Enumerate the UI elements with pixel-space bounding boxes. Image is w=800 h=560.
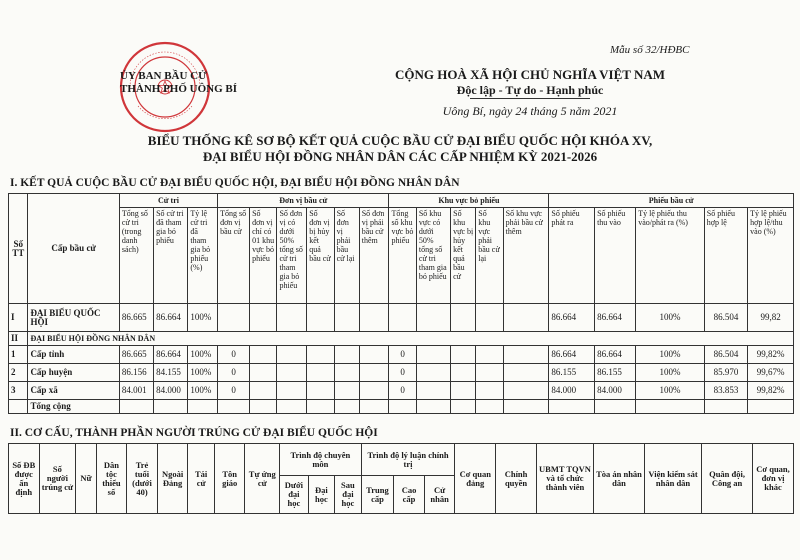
col-header: Số đơn vị phải bầu cử thêm <box>359 208 389 304</box>
cell-rate: 100% <box>188 364 218 382</box>
org-city: THÀNH PHỐ UÔNG BÍ <box>120 83 238 95</box>
col-header: Ngoài Đảng <box>157 444 188 514</box>
areas-group-header: Khu vực bỏ phiếu <box>389 194 549 208</box>
cell-units: 0 <box>218 346 250 364</box>
col-header: Trẻ tuổi (dưới 40) <box>127 444 158 514</box>
col-header: Tổng số đơn vị bầu cử <box>218 208 250 304</box>
table-row <box>9 346 794 364</box>
cell-units: 0 <box>218 364 250 382</box>
col-header: Tự ứng cử <box>245 444 280 514</box>
cell-voters: 86.156 <box>119 364 153 382</box>
col-header: Số đơn vị có dưới 50% tổng số cử tri tham gia bỏ phiếu <box>277 208 307 304</box>
cell-valid: 86.504 <box>704 304 747 332</box>
col-header: Số khu vực bị hủy kết quả bầu cử <box>451 208 476 304</box>
row-stt: 1 <box>9 346 28 364</box>
composition-table <box>8 443 794 514</box>
motto-underline <box>470 98 590 99</box>
col-header: Trình độ lý luận chính trị <box>361 444 455 476</box>
sub-header: Cử nhân <box>424 476 455 514</box>
section2-heading: II. CƠ CẤU, THÀNH PHẦN NGƯỜI TRÚNG CỬ ĐẠI BIỂU QUỐC HỘI <box>10 427 378 439</box>
sub-header: Đại học <box>308 476 335 514</box>
col-header: Tỷ lệ phiếu thu vào/phát ra (%) <box>636 208 705 304</box>
cell-rate2: 100% <box>636 346 705 364</box>
sub-header: Sau đại học <box>335 476 362 514</box>
cell-received: 86.664 <box>595 346 636 364</box>
row-stt: II <box>9 332 28 346</box>
cell-rate: 100% <box>188 346 218 364</box>
cell-voters: 86.665 <box>119 304 153 332</box>
col-header: Số phiếu thu vào <box>595 208 636 304</box>
cell-rate3: 99,82% <box>748 346 794 364</box>
table-row <box>9 364 794 382</box>
cell-received: 86.155 <box>595 364 636 382</box>
col-header: Tổng số khu vực bỏ phiếu <box>389 208 416 304</box>
col-header: Số ĐB được ấn định <box>9 444 40 514</box>
cell-issued: 86.155 <box>549 364 595 382</box>
cell-voted: 84.155 <box>154 364 188 382</box>
sub-header: Trung cấp <box>361 476 394 514</box>
cell-rate3: 99,82% <box>748 382 794 400</box>
cell-units: 0 <box>218 382 250 400</box>
national-title: CỘNG HOÀ XÃ HỘI CHỦ NGHĨA VIỆT NAM <box>394 67 666 82</box>
cell-voters: 86.665 <box>119 346 153 364</box>
ballots-group-header: Phiếu bầu cử <box>549 194 794 208</box>
cell-rate: 100% <box>188 304 218 332</box>
col-header: Số đơn vị bị hủy kết quả bầu cử <box>307 208 334 304</box>
cell-received: 86.664 <box>595 304 636 332</box>
cell-issued: 86.664 <box>549 304 595 332</box>
cell-rate2: 100% <box>636 382 705 400</box>
cell-received: 84.000 <box>595 382 636 400</box>
cell-valid: 85.970 <box>704 364 747 382</box>
col-header: Viện kiểm sát nhân dân <box>644 444 701 514</box>
col-header: Cơ quan đảng <box>455 444 496 514</box>
form-number: Mẫu số 32/HĐBC <box>610 44 690 56</box>
col-header: Số cử tri đã tham gia bỏ phiếu <box>154 208 188 304</box>
report-title-line2: ĐẠI BIỂU HỘI ĐỒNG NHÂN DÂN CÁC CẤP NHIỆM KỲ 2021-2026 <box>202 149 598 164</box>
row-name: Cấp huyện <box>28 364 119 382</box>
col-header: Số khu vực phải bầu cử thêm <box>503 208 549 304</box>
cell-rate2: 100% <box>636 304 705 332</box>
sub-header: Cao cấp <box>394 476 425 514</box>
section1-heading: I. KẾT QUẢ CUỘC BẦU CỬ ĐẠI BIỂU QUỐC HỘI, ĐẠI BIỂU HỘI ĐỒNG NHÂN DÂN <box>10 177 460 189</box>
col-header: Tòa án nhân dân <box>594 444 645 514</box>
col-header: Số đơn vị chỉ có 01 khu vực bỏ phiếu <box>250 208 277 304</box>
col-header: Số khu vực phải bầu cử lại <box>476 208 503 304</box>
col-header: Tôn giáo <box>214 444 245 514</box>
cell-issued: 84.000 <box>549 382 595 400</box>
org-name: ỦY BAN BẦU CỬ <box>120 70 207 82</box>
level-header: Cấp bầu cử <box>28 194 119 304</box>
row-name: Cấp tỉnh <box>28 346 119 364</box>
cell-voted: 84.000 <box>154 382 188 400</box>
table-row <box>9 400 794 414</box>
col-header: Số phiếu hợp lệ <box>704 208 747 304</box>
col-header: Tổng số cử tri (trong danh sách) <box>119 208 153 304</box>
cell-areas: 0 <box>389 364 416 382</box>
col-header: Số khu vực có dưới 50% tổng số cử tri tham gia bỏ phiếu <box>416 208 450 304</box>
units-group-header: Đơn vị bầu cử <box>218 194 389 208</box>
total-label: Tổng cộng <box>28 400 119 414</box>
col-header: Tỷ lệ phiếu hợp lệ/thu vào (%) <box>748 208 794 304</box>
cell-valid: 86.504 <box>704 346 747 364</box>
cell-voted: 86.664 <box>154 304 188 332</box>
col-header: Dân tộc thiểu số <box>96 444 127 514</box>
row-stt: I <box>9 304 28 332</box>
col-header: Trình độ chuyên môn <box>280 444 362 476</box>
voters-group-header: Cử tri <box>119 194 217 208</box>
col-header: UBMT TQVN và tổ chức thành viên <box>536 444 593 514</box>
row-name: ĐẠI BIỂU QUỐC HỘI <box>28 304 119 332</box>
col-header: Quân đội, Công an <box>702 444 753 514</box>
col-header: Số đơn vị phải bầu cử lại <box>334 208 359 304</box>
table-row <box>9 304 794 332</box>
sub-header: Dưới đại học <box>280 476 309 514</box>
col-header: Số phiếu phát ra <box>549 208 595 304</box>
report-title-line1: BIỂU THỐNG KÊ SƠ BỘ KẾT QUẢ CUỘC BẦU CỬ ĐẠI BIỂU QUỐC HỘI KHÓA XV, <box>147 133 653 148</box>
table-row <box>9 382 794 400</box>
cell-rate3: 99,82 <box>748 304 794 332</box>
col-header: Tỷ lệ cử tri đã tham gia bỏ phiếu (%) <box>188 208 218 304</box>
col-header: Cơ quan, đơn vị khác <box>753 444 794 514</box>
national-motto: Độc lập - Tự do - Hạnh phúc <box>456 83 604 97</box>
results-table <box>8 193 794 414</box>
row-stt: 3 <box>9 382 28 400</box>
table-row <box>9 332 794 346</box>
row-stt: 2 <box>9 364 28 382</box>
cell-valid: 83.853 <box>704 382 747 400</box>
stt-header: Số TT <box>9 194 28 304</box>
col-header: Tái cử <box>188 444 215 514</box>
cell-voted: 86.664 <box>154 346 188 364</box>
row-name: Cấp xã <box>28 382 119 400</box>
cell-rate: 100% <box>188 382 218 400</box>
cell-voters: 84.001 <box>119 382 153 400</box>
row-section-label: ĐẠI BIỂU HỘI ĐỒNG NHÂN DÂN <box>28 332 794 346</box>
col-header: Nữ <box>76 444 96 514</box>
col-header: Số người trúng cử <box>39 444 76 514</box>
col-header: Chính quyền <box>496 444 537 514</box>
document-date: Uông Bí, ngày 24 tháng 5 năm 2021 <box>442 104 618 118</box>
cell-areas: 0 <box>389 346 416 364</box>
cell-rate3: 99,67% <box>748 364 794 382</box>
cell-rate2: 100% <box>636 364 705 382</box>
cell-issued: 86.664 <box>549 346 595 364</box>
cell-areas: 0 <box>389 382 416 400</box>
